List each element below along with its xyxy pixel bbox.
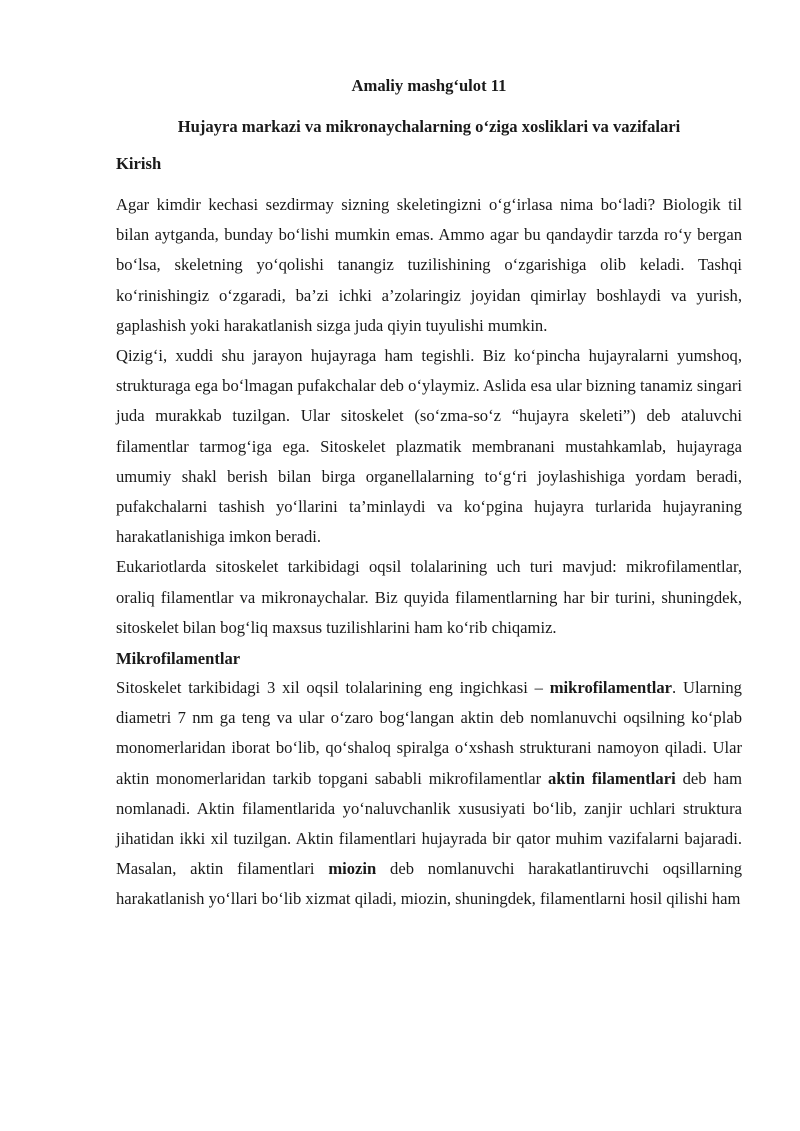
document-page [116,74,742,915]
document-title: Amaliy mashg‘ulot 11 [351,76,507,95]
section-text-1: Sitoskelet tarkibidagi 3 xil oqsil tolalarining eng ingichkasi – [116,678,550,698]
term-mikrofilamentlar: mikrofilamentlar [549,678,673,698]
section-text-2: . Ularning diametri 7 nm ga teng va ular o‘zaro bog‘langan aktin deb nomlanuvchi oqsilning ko‘plab monomerlaridan iborat bo‘lib, qo‘shaloq spiralga o‘xshash strukturani namoyon qiladi. Ular aktin monomerlaridan tarkib topgani sababli mikrofilamentlar [116,678,742,788]
section-text-4: deb nomlanuvchi harakatlantiruvchi oqsillarning harakatlanish yo‘llari bo‘lib xizmat qiladi, miozin, shuningdek, filamentlarni hosil qilishi ham [116,859,742,909]
section-text-3: deb ham nomlanadi. Aktin filamentlarida yo‘naluvchanlik xususiyati bo‘lib, zanjir uchlari struktura jihatidan ikki xil tuzilgan. Aktin filamentlari hujayrada bir qator muhim vazifalarni bajaradi. Masalan, aktin filamentlari [116,768,742,879]
intro-paragraph-3: Eukariotlarda sitoskelet tarkibidagi oqsil tolalarining uch turi mavjud: mikrofilamentlar, oraliq filamentlar va mikronaychalar. Biz quyida filamentlarning har bir turini, shuningdek, sitoskelet bilan bog‘liq maxsus tuzilishlarini ham ko‘rib chiqamiz. [116,557,742,637]
document-subtitle: Hujayra markazi va mikronaychalarning o‘ziga xosliklari va vazifalari [177,117,681,136]
term-miozin: miozin [328,859,377,879]
section-heading-mikrofilamentlar: Mikrofilamentlar [116,649,241,669]
section-paragraph [116,673,742,915]
intro-heading: Kirish [116,154,162,173]
intro-paragraph-1: Agar kimdir kechasi sezdirmay sizning skeletingizni o‘g‘irlasa nima bo‘ladi? Biologik til bilan aytganda, bunday bo‘lishi mumkin emas. Ammo agar bu qandaydir tarzda ro‘y bergan bo‘lsa, skeletning yo‘qolishi tanangiz tuzilishining o‘zgarishiga olib keladi. Tashqi ko‘rinishingiz o‘zgaradi, ba’zi ichki a’zolaringiz joyidan qimirlay boshlaydi va yurish, gaplashish yoki harakatlanish sizga juda qiyin tuyulishi mumkin. [116,195,742,335]
term-aktin-filamentlari: aktin filamentlari [548,768,676,788]
intro-paragraph-2: Qizig‘i, xuddi shu jarayon hujayraga ham tegishli. Biz ko‘pincha hujayralarni yumshoq, strukturaga ega bo‘lmagan pufakchalar deb o‘ylaymiz. Aslida esa ular bizning tanamiz singari juda murakkab tuzilgan. Ular sitoskelet (so‘zma-so‘z “hujayra skeleti”) deb ataluvchi filamentlar tarmog‘iga ega. Sitoskelet plazmatik membranani mustahkamlab, hujayraga umumiy shakl berish bilan birga organellalarning to‘g‘ri joylashishiga yordam beradi, pufakchalarni tashish yo‘llarini ta’minlaydi va ko‘pgina hujayra turlarida hujayraning harakatlanishiga imkon beradi. [116,346,742,547]
